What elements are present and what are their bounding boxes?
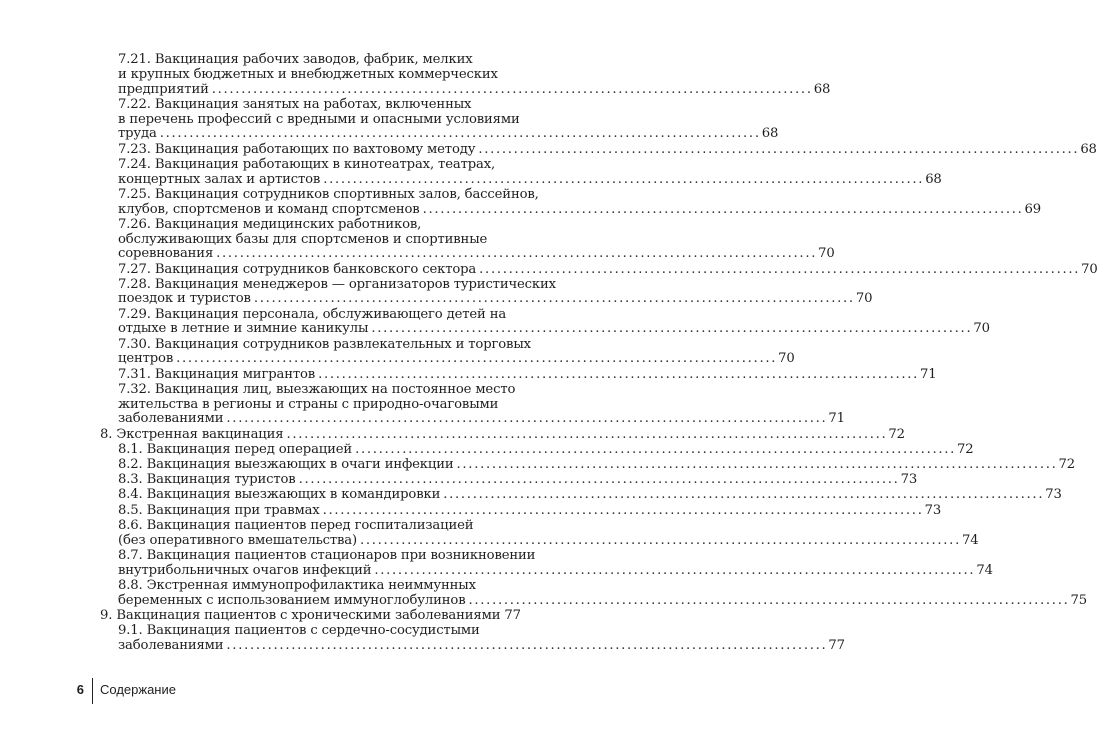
- dot-leader: ......................................................................................................: [226, 637, 828, 653]
- dot-leader: ......................................................................................................: [359, 532, 961, 548]
- toc-entry[interactable]: [100, 276, 873, 308]
- toc-entry-text: 7.23. Вакцинация работающих по вахтовому методу: [118, 141, 476, 157]
- toc-entry-text: 8.4. Вакцинация выезжающих в командировки: [118, 487, 441, 503]
- toc-entry[interactable]: [100, 366, 937, 383]
- toc-entry-text: отдыхе в летние и зимние каникулы: [118, 321, 369, 337]
- toc-entry-text: поездок и туристов: [118, 291, 251, 307]
- table-of-contents: [100, 52, 1098, 654]
- toc-entry[interactable]: [100, 426, 905, 443]
- toc-entry-text: 7.32. Вакцинация лиц, выезжающих на постоянное место: [118, 381, 516, 397]
- dot-leader: ......................................................................................................: [211, 81, 813, 97]
- toc-entry-text: 8. Экстренная вакцинация: [100, 426, 284, 442]
- toc-page-number: 68: [813, 81, 831, 97]
- toc-page-number: 72: [888, 426, 905, 442]
- dot-leader: ......................................................................................................: [216, 246, 818, 262]
- toc-entry-text: в перечень профессий с вредными и опасными условиями: [118, 111, 520, 127]
- toc-entry-text: 7.25. Вакцинация сотрудников спортивных залов, бассейнов,: [118, 186, 539, 202]
- toc-entry-text: 8.6. Вакцинация пациентов перед госпитализацией: [118, 517, 474, 533]
- toc-entry-text: клубов, спортсменов и команд спортсменов: [118, 201, 420, 217]
- toc-entry[interactable]: [100, 381, 845, 427]
- dot-leader: ......................................................................................................: [226, 411, 828, 427]
- toc-entry-text: 7.28. Вакцинация менеджеров — организаторов туристических: [118, 276, 556, 292]
- toc-entry-text: 8.1. Вакцинация перед операцией: [118, 441, 353, 457]
- toc-entry[interactable]: [100, 141, 1097, 158]
- toc-entry[interactable]: [100, 52, 831, 97]
- toc-entry-text: 8.2. Вакцинация выезжающих в очаги инфекции: [118, 456, 454, 472]
- toc-entry[interactable]: [100, 547, 993, 579]
- toc-entry-text: центров: [118, 351, 174, 367]
- toc-entry-text: (без оперативного вмешательства): [118, 532, 357, 548]
- toc-entry-text: труда: [118, 126, 157, 142]
- toc-entry-text: обслуживающих базы для спортсменов и спортивные: [118, 231, 488, 247]
- toc-page-number: 70: [818, 246, 835, 262]
- toc-page-number: 68: [1080, 141, 1097, 157]
- toc-entry[interactable]: [100, 186, 1042, 218]
- toc-page-number: 73: [900, 472, 918, 488]
- page-footer: [0, 680, 600, 704]
- dot-leader: ......................................................................................................: [322, 502, 924, 518]
- toc-entry-text: внутрибольничных очагов инфекций: [118, 562, 372, 578]
- dot-leader: ......................................................................................................: [443, 487, 1045, 503]
- toc-entry-text: и крупных бюджетных и внебюджетных коммерческих: [118, 66, 498, 82]
- toc-page-number: 71: [920, 366, 937, 382]
- toc-entry-text: 9. Вакцинация пациентов с хроническими заболеваниями: [100, 607, 501, 623]
- dot-leader: ......................................................................................................: [371, 321, 973, 337]
- toc-entry-text: 7.29. Вакцинация персонала, обслуживающего детей на: [118, 306, 507, 322]
- toc-entry-text: концертных залах и артистов: [118, 171, 321, 187]
- toc-entry[interactable]: [100, 472, 918, 488]
- toc-entry[interactable]: [100, 156, 942, 188]
- dot-leader: ......................................................................................................: [478, 141, 1080, 157]
- footer-divider: [92, 678, 93, 704]
- toc-entry-text: 8.5. Вакцинация при травмах: [118, 502, 320, 518]
- toc-entry-text: 8.8. Экстренная иммунопрофилактика неиммунных: [118, 577, 476, 593]
- toc-entry[interactable]: [100, 487, 1062, 503]
- toc-page-number: 70: [778, 351, 795, 367]
- toc-entry[interactable]: [100, 336, 795, 368]
- toc-entry[interactable]: [100, 216, 835, 262]
- toc-entry[interactable]: [100, 622, 845, 654]
- toc-page-number: 68: [761, 126, 779, 142]
- toc-entry-text: беременных с использованием иммуноглобулинов: [118, 592, 466, 608]
- toc-entry[interactable]: [100, 502, 942, 519]
- dot-leader: ......................................................................................................: [479, 261, 1081, 277]
- dot-leader: ......................................................................................................: [468, 592, 1070, 608]
- toc-entry-text: жительства в регионы и страны с природно-очаговыми: [118, 396, 499, 412]
- dot-leader: ......................................................................................................: [422, 201, 1024, 217]
- toc-page-number: 74: [976, 562, 993, 578]
- toc-entry-text: 8.3. Вакцинация туристов: [118, 472, 296, 488]
- toc-entry-text: соревнования: [118, 246, 214, 262]
- toc-page-number: 71: [828, 411, 845, 427]
- toc-entry[interactable]: [100, 261, 1098, 278]
- toc-entry-text: заболеваниями: [118, 637, 224, 653]
- toc-page-number: 73: [924, 502, 942, 518]
- toc-entry-text: заболеваниями: [118, 411, 224, 427]
- toc-entry-text: 7.21. Вакцинация рабочих заводов, фабрик, мелких: [118, 52, 473, 67]
- dot-leader: ......................................................................................................: [286, 426, 888, 442]
- toc-entry-text: предприятий: [118, 81, 209, 97]
- dot-leader: ......................................................................................................: [253, 291, 855, 307]
- toc-entry-text: 7.31. Вакцинация мигрантов: [118, 366, 316, 382]
- toc-page-number: 72: [957, 441, 974, 457]
- toc-entry[interactable]: [100, 456, 1075, 473]
- toc-page-number: 70: [855, 291, 873, 307]
- dot-leader: ......................................................................................................: [374, 562, 976, 578]
- toc-page-number: 72: [1058, 456, 1075, 472]
- toc-entry-text: 7.30. Вакцинация сотрудников развлекательных и торговых: [118, 336, 531, 352]
- toc-entry[interactable]: [100, 441, 974, 458]
- toc-page-number: 77: [828, 637, 845, 653]
- toc-entry[interactable]: [100, 607, 521, 624]
- toc-entry-text: 7.24. Вакцинация работающих в кинотеатрах, театрах,: [118, 156, 496, 172]
- toc-page-number: 69: [1024, 201, 1042, 217]
- dot-leader: ......................................................................................................: [159, 126, 761, 142]
- toc-entry-text: 7.22. Вакцинация занятых на работах, включенных: [118, 96, 472, 112]
- dot-leader: ......................................................................................................: [176, 351, 778, 367]
- toc-page-number: 68: [925, 171, 942, 187]
- toc-entry-text: 7.26. Вакцинация медицинских работников,: [118, 216, 422, 232]
- toc-entry-text: 9.1. Вакцинация пациентов с сердечно-сосудистыми: [118, 622, 480, 638]
- toc-entry-text: 8.7. Вакцинация пациентов стационаров при возникновении: [118, 547, 536, 563]
- toc-entry-text: 7.27. Вакцинация сотрудников банковского сектора: [118, 261, 477, 277]
- toc-page-number: 77: [504, 607, 521, 623]
- dot-leader: ......................................................................................................: [298, 472, 900, 488]
- dot-leader: ......................................................................................................: [355, 441, 957, 457]
- toc-page-number: 73: [1045, 487, 1062, 503]
- toc-page-number: 75: [1070, 592, 1087, 608]
- dot-leader: ......................................................................................................: [323, 171, 925, 187]
- toc-entry[interactable]: [100, 96, 779, 142]
- page-number: 6: [76, 682, 84, 697]
- dot-leader: ......................................................................................................: [318, 366, 920, 382]
- toc-entry[interactable]: [100, 517, 979, 549]
- toc-page-number: 74: [961, 532, 979, 548]
- toc-entry[interactable]: [100, 306, 990, 338]
- footer-section-title: Содержание: [100, 682, 176, 697]
- toc-page-number: 70: [973, 321, 990, 337]
- toc-page-number: 70: [1081, 261, 1098, 277]
- toc-entry[interactable]: [100, 577, 1087, 609]
- dot-leader: ......................................................................................................: [456, 456, 1058, 472]
